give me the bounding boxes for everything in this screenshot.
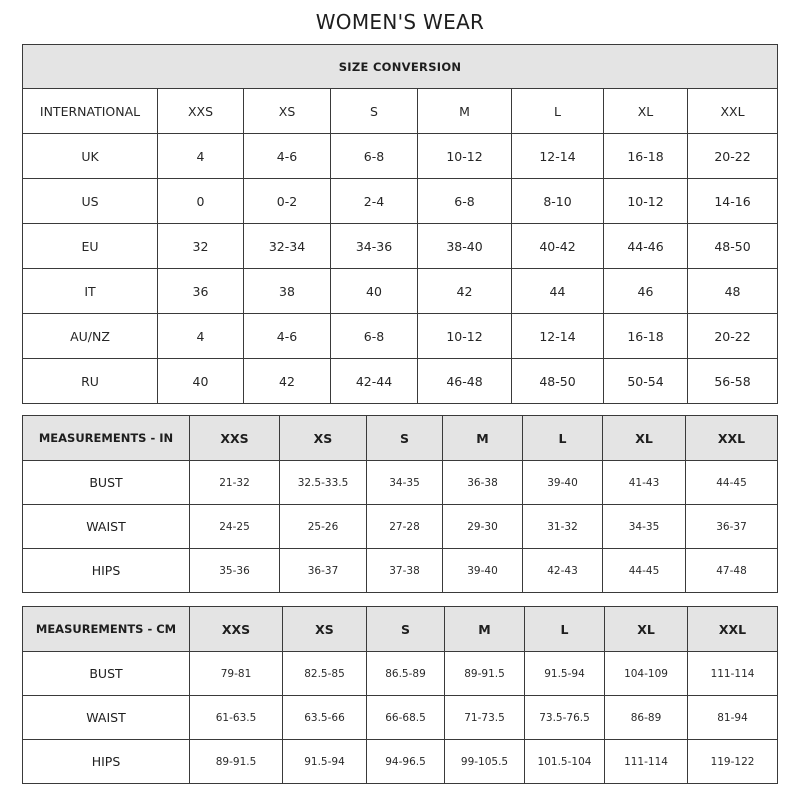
size-header-cell: XL [603,416,686,461]
measurement-label: BUST [23,461,190,505]
size-value-cell: 44-46 [604,224,688,269]
size-header-cell: M [445,607,525,652]
size-value-cell: 0 [158,179,244,224]
size-value-cell: 36 [158,269,244,314]
measurement-value-cell: 86-89 [605,696,688,740]
size-value-cell: 46-48 [418,359,512,404]
size-value-cell: 8-10 [512,179,604,224]
size-value-cell: 38 [244,269,331,314]
measurements-cm-table [22,606,778,784]
page-title: WOMEN'S WEAR [315,10,485,34]
measurement-value-cell: 34-35 [367,461,443,505]
size-value-cell: 0-2 [244,179,331,224]
size-value-cell: 10-12 [418,314,512,359]
measurement-value-cell: 104-109 [605,652,688,696]
measurement-table-title: MEASUREMENTS - IN [23,416,190,461]
size-value-cell: 40-42 [512,224,604,269]
size-value-cell: 48-50 [512,359,604,404]
size-header-cell: S [367,416,443,461]
size-value-cell: 44 [512,269,604,314]
size-value-cell: 4 [158,134,244,179]
size-value-cell: 10-12 [604,179,688,224]
size-value-cell: XL [604,89,688,134]
size-header-cell: XXL [688,607,778,652]
size-conversion-row [23,89,778,134]
measurement-label: BUST [23,652,190,696]
size-system-label: RU [23,359,158,404]
size-conversion-title: SIZE CONVERSION [23,45,778,89]
measurement-value-cell: 101.5-104 [525,740,605,784]
measurement-value-cell: 91.5-94 [283,740,367,784]
size-value-cell: XXL [688,89,778,134]
size-value-cell: 6-8 [331,314,418,359]
size-value-cell: 2-4 [331,179,418,224]
measurement-value-cell: 21-32 [190,461,280,505]
size-system-label: US [23,179,158,224]
size-conversion-row [23,224,778,269]
size-value-cell: 16-18 [604,134,688,179]
measurement-value-cell: 32.5-33.5 [280,461,367,505]
measurement-header-row [23,607,778,652]
size-value-cell: 42 [418,269,512,314]
size-value-cell: 4-6 [244,134,331,179]
size-value-cell: 48 [688,269,778,314]
size-conversion-row [23,134,778,179]
size-conversion-row [23,179,778,224]
measurement-table-title: MEASUREMENTS - CM [23,607,190,652]
measurement-value-cell: 119-122 [688,740,778,784]
size-header-cell: S [367,607,445,652]
measurement-value-cell: 94-96.5 [367,740,445,784]
measurement-value-cell: 39-40 [523,461,603,505]
size-value-cell: 4-6 [244,314,331,359]
measurement-row [23,740,778,784]
size-system-label: INTERNATIONAL [23,89,158,134]
measurement-value-cell: 34-35 [603,505,686,549]
size-value-cell: 42-44 [331,359,418,404]
size-value-cell: XS [244,89,331,134]
measurement-value-cell: 91.5-94 [525,652,605,696]
measurement-row [23,652,778,696]
measurement-row [23,696,778,740]
measurement-value-cell: 111-114 [605,740,688,784]
size-header-cell: XS [280,416,367,461]
measurement-value-cell: 27-28 [367,505,443,549]
measurement-row [23,505,778,549]
size-header-cell: L [523,416,603,461]
size-value-cell: 10-12 [418,134,512,179]
measurement-value-cell: 81-94 [688,696,778,740]
measurement-value-cell: 66-68.5 [367,696,445,740]
size-conversion-table [22,44,778,404]
measurement-value-cell: 44-45 [603,549,686,593]
size-system-label: AU/NZ [23,314,158,359]
size-value-cell: 34-36 [331,224,418,269]
size-value-cell: 20-22 [688,314,778,359]
measurement-value-cell: 36-37 [280,549,367,593]
measurement-row [23,549,778,593]
measurement-value-cell: 41-43 [603,461,686,505]
measurement-label: HIPS [23,740,190,784]
size-value-cell: 50-54 [604,359,688,404]
measurement-value-cell: 36-38 [443,461,523,505]
size-system-label: IT [23,269,158,314]
size-header-cell: XS [283,607,367,652]
size-value-cell: 46 [604,269,688,314]
size-header-cell: XXL [686,416,778,461]
size-value-cell: 32-34 [244,224,331,269]
measurement-value-cell: 44-45 [686,461,778,505]
measurement-label: WAIST [23,696,190,740]
measurement-value-cell: 111-114 [688,652,778,696]
size-value-cell: 6-8 [331,134,418,179]
measurement-value-cell: 89-91.5 [445,652,525,696]
measurement-value-cell: 99-105.5 [445,740,525,784]
measurement-value-cell: 61-63.5 [190,696,283,740]
measurement-value-cell: 42-43 [523,549,603,593]
measurement-label: WAIST [23,505,190,549]
measurement-value-cell: 63.5-66 [283,696,367,740]
size-conversion-row [23,314,778,359]
size-system-label: UK [23,134,158,179]
measurement-value-cell: 47-48 [686,549,778,593]
size-system-label: EU [23,224,158,269]
size-value-cell: L [512,89,604,134]
measurement-row [23,461,778,505]
size-value-cell: M [418,89,512,134]
size-value-cell: 56-58 [688,359,778,404]
size-conversion-title-row [23,45,778,89]
size-value-cell: XXS [158,89,244,134]
measurement-value-cell: 39-40 [443,549,523,593]
measurement-value-cell: 25-26 [280,505,367,549]
measurement-value-cell: 36-37 [686,505,778,549]
measurement-value-cell: 35-36 [190,549,280,593]
size-value-cell: 40 [331,269,418,314]
measurement-label: HIPS [23,549,190,593]
measurement-value-cell: 79-81 [190,652,283,696]
size-value-cell: S [331,89,418,134]
measurement-value-cell: 24-25 [190,505,280,549]
size-header-cell: XXS [190,607,283,652]
size-header-cell: M [443,416,523,461]
size-header-cell: XXS [190,416,280,461]
size-value-cell: 20-22 [688,134,778,179]
measurement-value-cell: 31-32 [523,505,603,549]
size-value-cell: 12-14 [512,134,604,179]
measurement-value-cell: 89-91.5 [190,740,283,784]
size-header-cell: XL [605,607,688,652]
measurement-value-cell: 29-30 [443,505,523,549]
size-value-cell: 48-50 [688,224,778,269]
measurement-value-cell: 71-73.5 [445,696,525,740]
size-value-cell: 42 [244,359,331,404]
size-value-cell: 6-8 [418,179,512,224]
size-value-cell: 12-14 [512,314,604,359]
measurements-in-table [22,415,778,593]
measurement-value-cell: 37-38 [367,549,443,593]
size-value-cell: 14-16 [688,179,778,224]
size-value-cell: 16-18 [604,314,688,359]
size-header-cell: L [525,607,605,652]
measurement-value-cell: 73.5-76.5 [525,696,605,740]
measurement-value-cell: 82.5-85 [283,652,367,696]
size-conversion-row [23,359,778,404]
measurement-header-row [23,416,778,461]
size-value-cell: 38-40 [418,224,512,269]
size-conversion-row [23,269,778,314]
size-value-cell: 4 [158,314,244,359]
size-value-cell: 40 [158,359,244,404]
measurement-value-cell: 86.5-89 [367,652,445,696]
size-value-cell: 32 [158,224,244,269]
